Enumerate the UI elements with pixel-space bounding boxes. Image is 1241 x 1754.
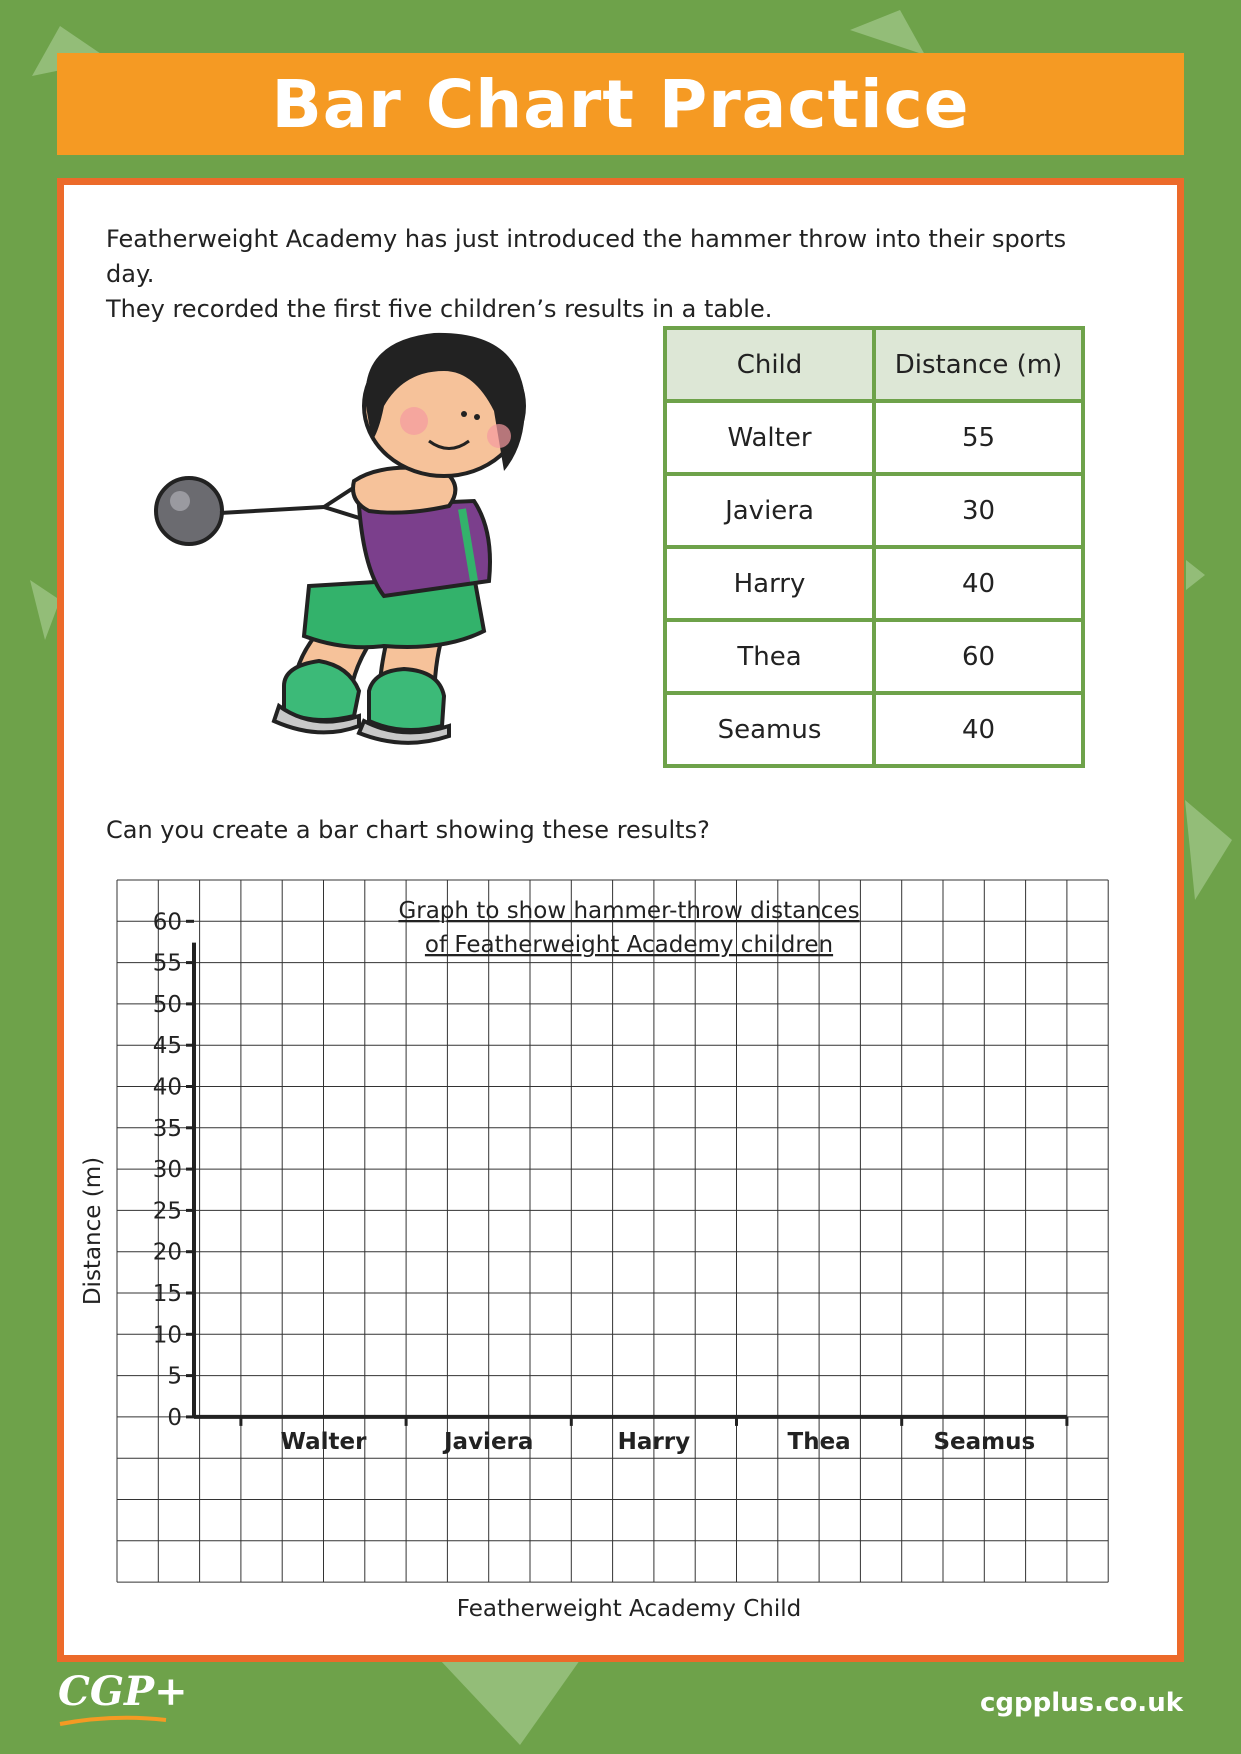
chart-title-line-2: of Featherweight Academy children — [424, 932, 834, 958]
cell-child: Harry — [665, 547, 874, 620]
y-tick-label: 20 — [152, 1239, 182, 1266]
worksheet-panel — [57, 178, 1184, 1662]
y-tick-label: 0 — [167, 1404, 182, 1431]
y-tick-label: 50 — [152, 991, 182, 1018]
cell-child: Javiera — [665, 474, 874, 547]
y-tick-label: 60 — [152, 909, 182, 936]
y-tick-label: 5 — [167, 1363, 182, 1390]
y-tick-label: 30 — [152, 1157, 182, 1184]
y-tick-label: 40 — [152, 1074, 182, 1101]
cell-child: Thea — [665, 620, 874, 693]
y-tick-label: 25 — [152, 1198, 182, 1225]
page-title: Bar Chart Practice — [271, 65, 970, 143]
header-child: Child — [665, 328, 874, 401]
y-tick-label: 55 — [152, 950, 182, 977]
cell-distance: 55 — [874, 401, 1083, 474]
x-category-label: Harry — [617, 1428, 691, 1455]
y-tick-label: 15 — [152, 1281, 182, 1307]
y-tick-label: 10 — [152, 1322, 182, 1349]
cell-distance: 30 — [874, 474, 1083, 547]
chart-title-line-1: Graph to show hammer-throw distances — [398, 898, 860, 924]
logo-swoosh-icon — [58, 1714, 168, 1728]
title-banner — [57, 53, 1184, 155]
bar-chart-grid — [64, 185, 1177, 1655]
cell-distance: 60 — [874, 620, 1083, 693]
y-tick-label: 45 — [152, 1033, 182, 1060]
cgp-logo — [58, 1668, 188, 1715]
x-axis-label: Featherweight Academy Child — [456, 1596, 802, 1623]
footer-url: cgpplus.co.uk — [980, 1688, 1183, 1718]
question-text: Can you create a bar chart showing these results? — [106, 816, 710, 844]
x-category-label: Thea — [787, 1428, 851, 1455]
y-axis-label: Distance (m) — [80, 1156, 106, 1306]
intro-line-2: They recorded the first five children’s results in a table. — [106, 295, 773, 323]
cell-distance: 40 — [874, 547, 1083, 620]
logo-text: CGP+ — [58, 1668, 188, 1715]
header-distance: Distance (m) — [874, 328, 1083, 401]
y-tick-label: 35 — [152, 1115, 182, 1142]
cell-distance: 40 — [874, 693, 1083, 766]
x-category-label: Walter — [280, 1428, 367, 1455]
x-category-label: Seamus — [933, 1428, 1036, 1455]
intro-line-1: Featherweight Academy has just introduced the hammer throw into their sports day. — [106, 225, 1067, 288]
cell-child: Walter — [665, 401, 874, 474]
cell-child: Seamus — [665, 693, 874, 766]
x-category-label: Javiera — [443, 1428, 534, 1455]
